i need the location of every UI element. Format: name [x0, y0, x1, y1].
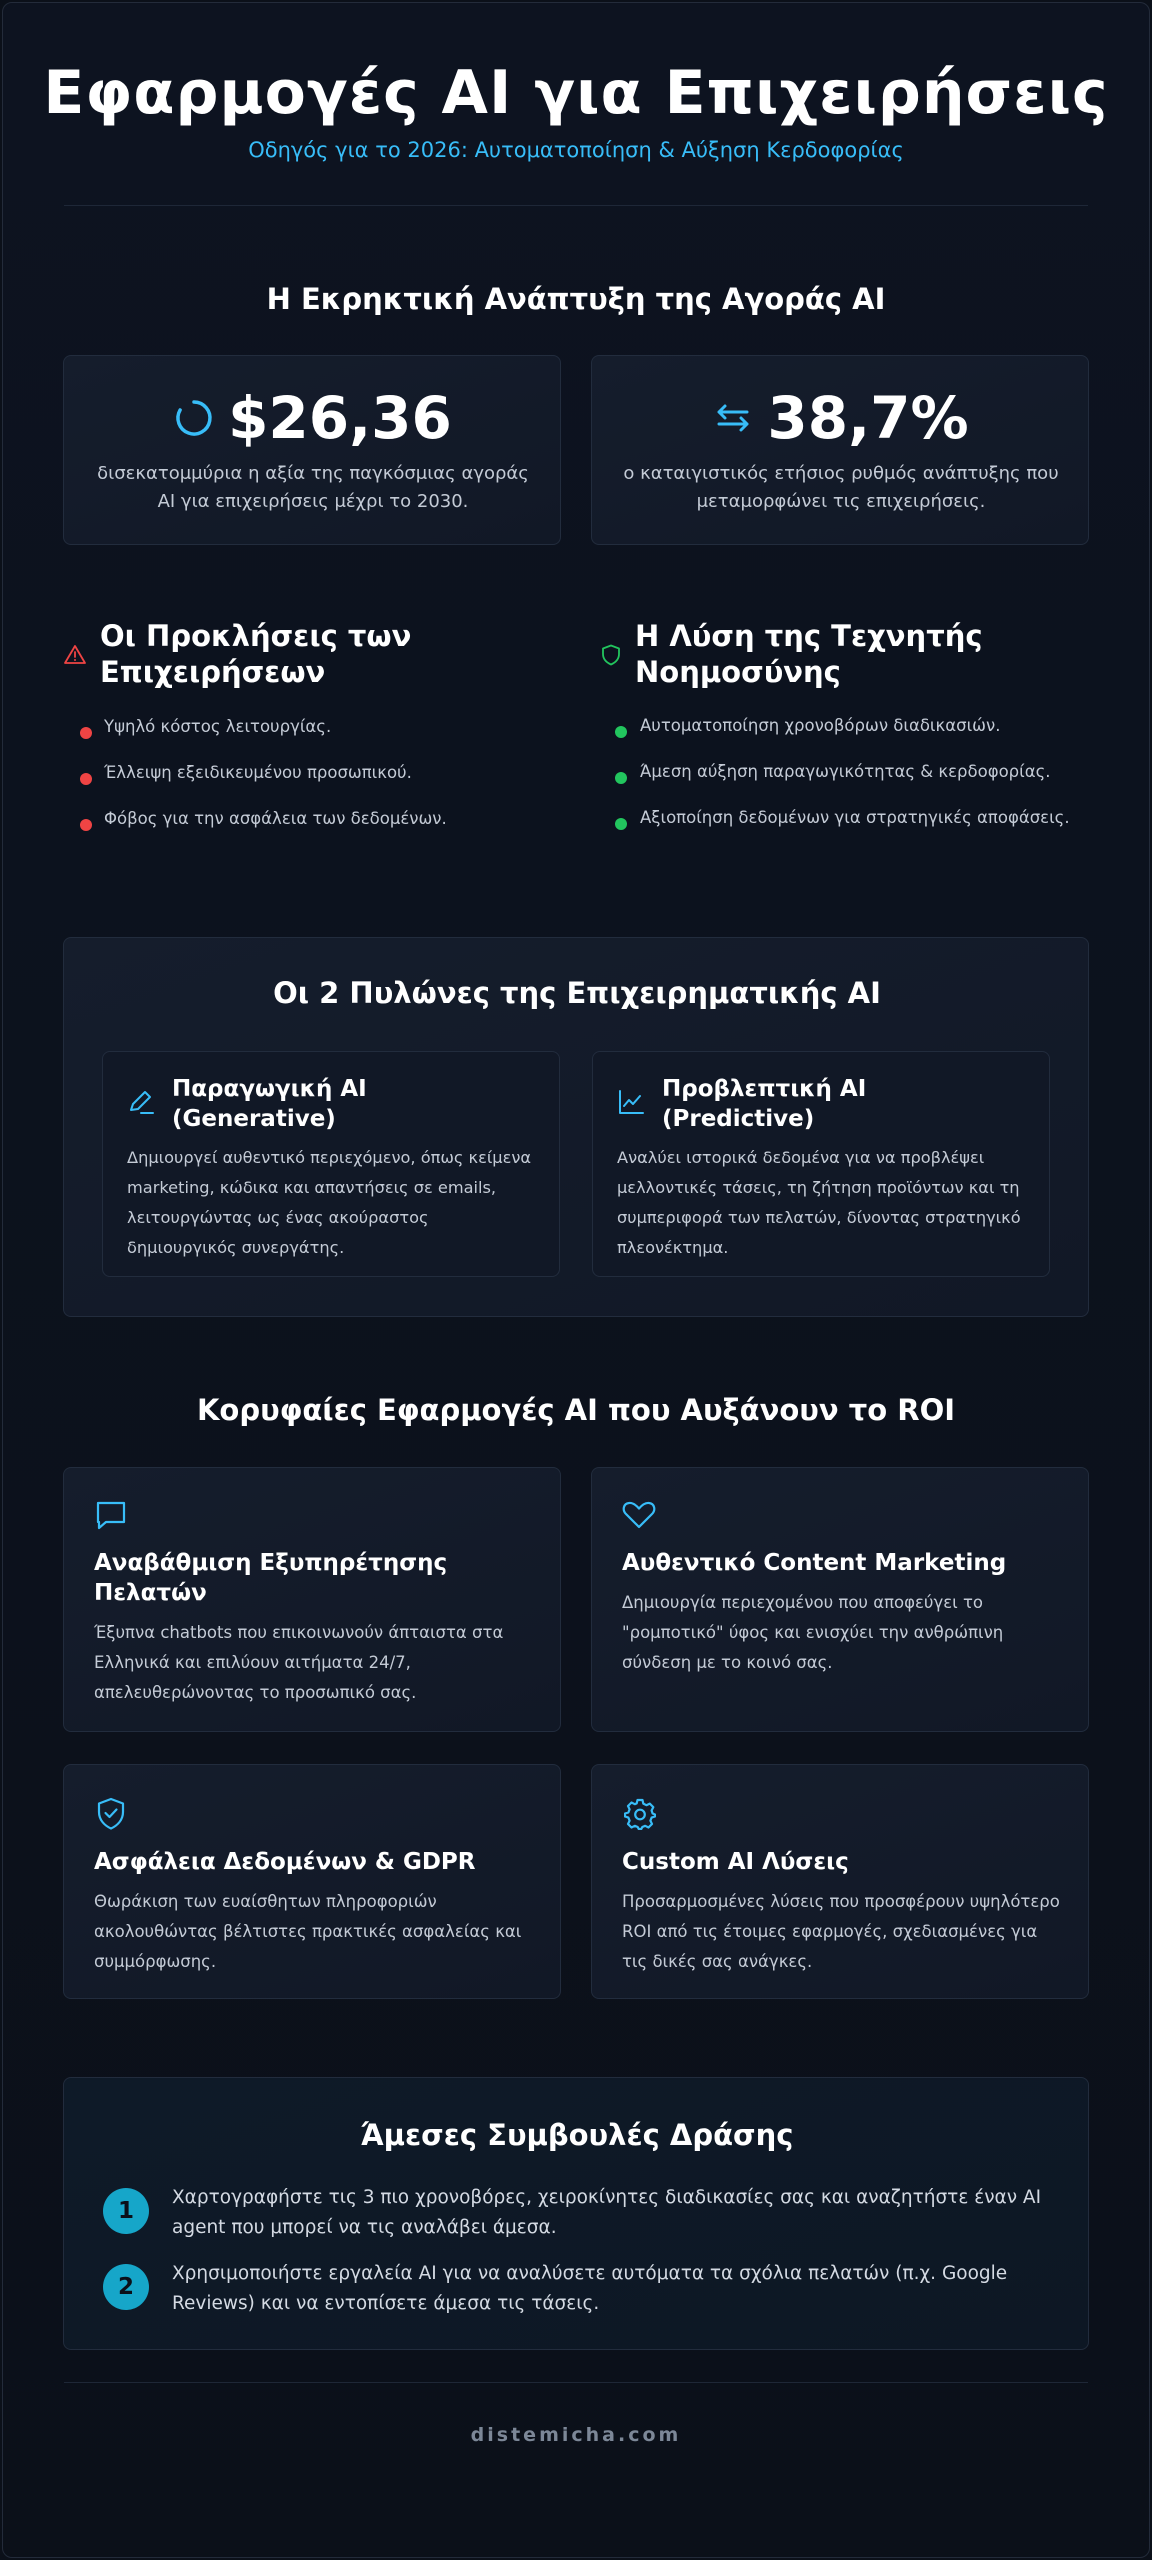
challenges-title: Οι Προκλήσεις των Επιχειρήσεων [100, 619, 412, 689]
tip-text: Χρησιμοποιήστε εργαλεία AI για να αναλύσετε αυτόματα τα σχόλια πελατών (π.χ. Google Reviews) και να εντοπίσετε άμεσα τις τάσεις. [172, 2263, 1008, 2314]
app-card-custom-ai [591, 1764, 1089, 1999]
pencil-icon [127, 1088, 155, 1116]
stat-card-market-value [63, 355, 561, 545]
solution-item: Αυτοματοποίηση χρονοβόρων διαδικασιών. [640, 716, 1001, 735]
solution-item: Αξιοποίηση δεδομένων για στρατηγικές αποφάσεις. [640, 808, 1070, 827]
stat-description: δισεκατομμύρια η αξία της παγκόσμιας αγοράς AI για επιχειρήσεις μέχρι το 2030. [97, 463, 529, 512]
market-title: Η Εκρηκτική Ανάπτυξη της Αγοράς AI [266, 282, 886, 316]
app-text: Δημιουργία περιεχομένου που αποφεύγει το "ρομποτικό" ύφος και ενισχύει την ανθρώπινη σύνδεση με το κοινό σας. [622, 1593, 1004, 1672]
pillars-title: Οι 2 Πυλώνες της Επιχειρηματικής AI [273, 976, 881, 1010]
challenge-item: Φόβος για την ασφάλεια των δεδομένων. [104, 809, 447, 828]
pillar-title: Παραγωγική AI (Generative) [172, 1076, 367, 1132]
apps-title: Κορυφαίες Εφαρμογές AI που Αυξάνουν το ROI [196, 1393, 956, 1427]
shield-check-icon [96, 1797, 126, 1831]
step-number: 1 [103, 2188, 149, 2234]
app-card-data-security [63, 1764, 561, 1999]
app-title: Αυθεντικό Content Marketing [622, 1550, 1007, 1576]
app-text: Προσαρμοσμένες λύσεις που προσφέρουν υψηλότερο ROI από τις έτοιμες εφαρμογές, σχεδιασμένες για τις δικές σας ανάγκες. [622, 1892, 1060, 1971]
tips-title: Άμεσες Συμβουλές Δράσης [360, 2118, 794, 2152]
app-text: Θωράκιση των ευαίσθητων πληροφοριών ακολουθώντας βέλτιστες πρακτικές ασφαλείας και συμμόρφωσης. [94, 1892, 522, 1971]
footer-site[interactable]: distemicha.com [470, 2424, 682, 2446]
step-number: 2 [103, 2264, 149, 2310]
progress-circle-icon [174, 398, 214, 438]
stat-value: 38,7% [767, 384, 969, 452]
app-title: Custom AI Λύσεις [622, 1849, 849, 1875]
pillar-text: Δημιουργεί αυθεντικό περιεχόμενο, όπως κείμενα marketing, κώδικα και απαντήσεις σε emails, λειτουργώντας ως ένας ακούραστος δημιουργικός συνεργάτης. [127, 1148, 532, 1257]
gear-icon [624, 1798, 656, 1830]
page-subtitle: Οδηγός για το 2026: Αυτοματοποίηση & Αύξηση Κερδοφορίας [248, 138, 904, 162]
challenge-item: Υψηλό κόστος λειτουργίας. [104, 717, 332, 736]
bullet-dot [80, 819, 92, 831]
app-card-content-marketing [591, 1467, 1089, 1732]
chat-bubble-icon [94, 1498, 128, 1532]
pillars-panel [63, 937, 1089, 1317]
pillar-title: Προβλεπτική AI (Predictive) [662, 1076, 867, 1132]
line-chart-icon [617, 1088, 645, 1116]
pillar-card-predictive [592, 1051, 1050, 1277]
page-title: Εφαρμογές AI για Επιχειρήσεις [43, 58, 1109, 128]
stat-description: ο καταιγιστικός ετήσιος ρυθμός ανάπτυξης που μεταμορφώνει τις επιχειρήσεις. [623, 463, 1059, 512]
stat-card-growth-rate [591, 355, 1089, 545]
app-title: Αναβάθμιση Εξυπηρέτησης Πελατών [94, 1550, 448, 1606]
pillar-card-generative [102, 1051, 560, 1277]
bullet-dot [80, 773, 92, 785]
solution-title: Η Λύση της Τεχνητής Νοημοσύνης [635, 619, 983, 689]
app-card-customer-service [63, 1467, 561, 1732]
bullet-dot [615, 818, 627, 830]
stat-value: $26,36 [228, 384, 452, 452]
heart-icon [622, 1500, 656, 1530]
bullet-dot [615, 772, 627, 784]
shield-icon [599, 643, 623, 667]
divider [64, 2382, 1088, 2383]
bullet-dot [615, 726, 627, 738]
app-text: Έξυπνα chatbots που επικοινωνούν άπταιστα στα Ελληνικά και επιλύουν αιτήματα 24/7, απελευθερώνοντας το προσωπικό σας. [94, 1623, 504, 1702]
solution-item: Άμεση αύξηση παραγωγικότητας & κερδοφορίας. [640, 762, 1051, 781]
exchange-arrows-icon [713, 398, 753, 438]
divider [64, 205, 1088, 206]
pillar-text: Αναλύει ιστορικά δεδομένα για να προβλέψει μελλοντικές τάσεις, τη ζήτηση προϊόντων και τη συμπεριφορά των πελατών, δίνοντας στρατηγικό πλεονέκτημα. [617, 1148, 1021, 1257]
app-title: Ασφάλεια Δεδομένων & GDPR [94, 1849, 476, 1875]
bullet-dot [80, 727, 92, 739]
tip-text: Χαρτογραφήστε τις 3 πιο χρονοβόρες, χειροκίνητες διαδικασίες σας και αναζητήστε έναν AI agent που μπορεί να τις αναλάβει άμεσα. [172, 2187, 1042, 2238]
tips-panel [63, 2077, 1089, 2350]
challenge-item: Έλλειψη εξειδικευμένου προσωπικού. [104, 763, 412, 782]
warning-triangle-icon [63, 643, 87, 667]
